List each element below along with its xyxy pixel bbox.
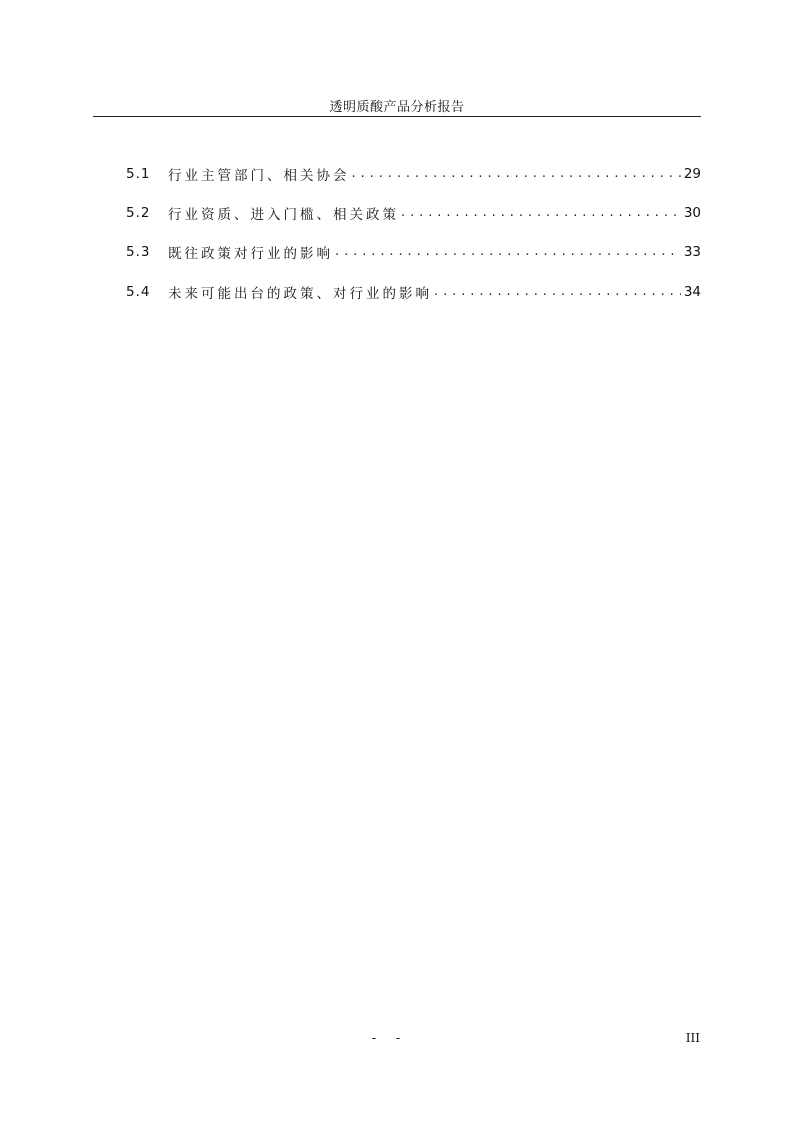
toc-dot-leader [352,166,682,182]
toc-entry-5-4[interactable] [126,272,701,311]
toc-entry-5-1[interactable] [126,154,701,193]
footer-page-numeral: III [685,1031,700,1045]
toc-entry-5-2[interactable] [126,193,701,232]
toc-entry-number: 5.1 [126,165,151,182]
toc-entry-title: 行业主管部门、相关协会 [168,167,350,184]
toc-entry-title: 未来可能出台的政策、对行业的影响 [168,285,432,302]
toc-entry-page: 30 [683,204,701,221]
document-header-title: 透明质酸产品分析报告 [329,100,465,115]
header-divider [93,116,701,117]
toc-entry-number: 5.3 [126,244,151,261]
toc-dot-leader [434,284,681,300]
table-of-contents [126,154,701,311]
toc-entry-number: 5.4 [126,283,151,300]
toc-entry-title: 行业资质、进入门槛、相关政策 [168,206,399,223]
toc-entry-page: 34 [683,283,701,300]
toc-dot-leader [335,244,681,260]
toc-dot-leader [401,205,681,221]
toc-entry-number: 5.2 [126,204,151,221]
toc-entry-page: 29 [683,165,701,182]
toc-entry-5-3[interactable] [126,233,701,272]
footer-center-mark: - - [371,1031,409,1045]
toc-entry-page: 33 [683,244,701,261]
toc-entry-title: 既往政策对行业的影响 [168,246,333,263]
